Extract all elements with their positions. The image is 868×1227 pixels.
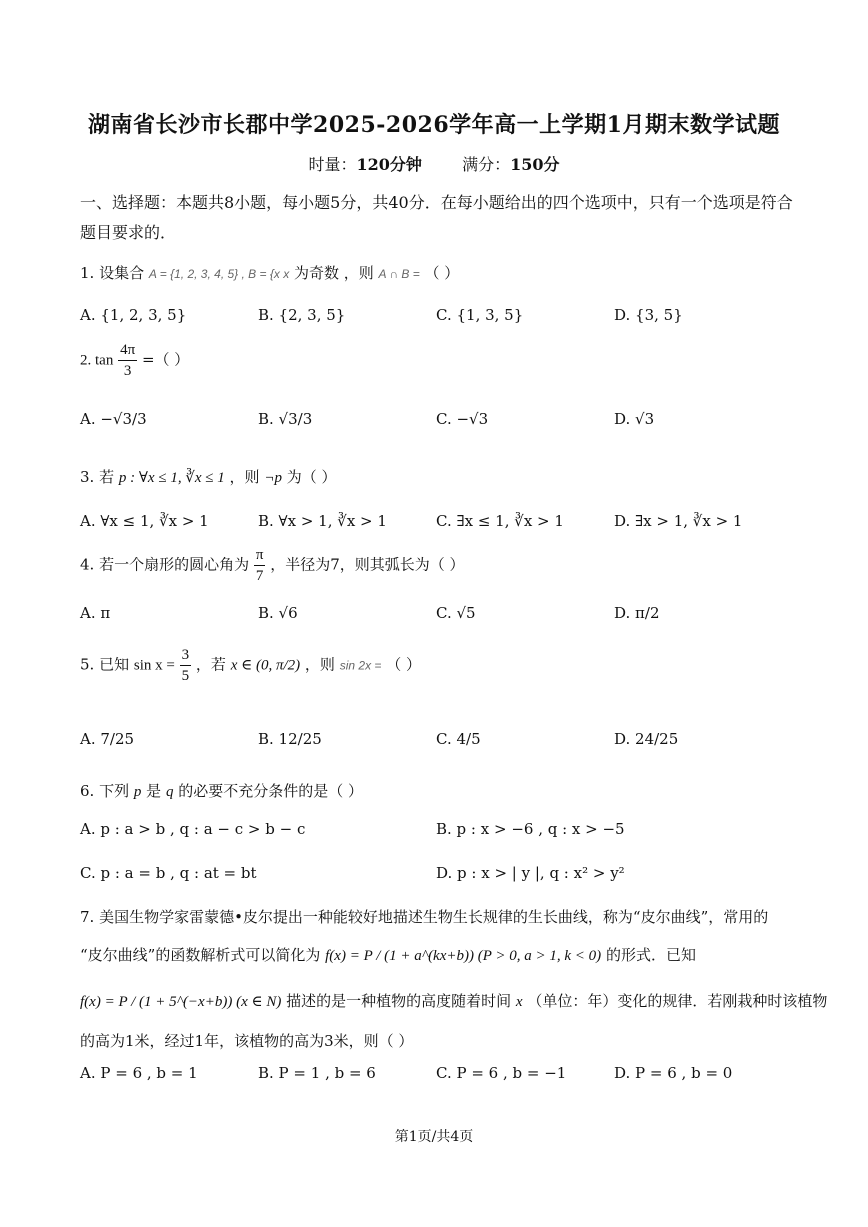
q6-option-d[interactable]: D. p : x > | y |, q : x² > y² — [436, 864, 625, 882]
q7-option-d[interactable]: D. P = 6 , b = 0 — [614, 1064, 733, 1082]
q5-tail: （ ） — [386, 655, 421, 674]
q6-q: q — [165, 784, 174, 800]
q4-option-d[interactable]: D. π/2 — [614, 604, 660, 622]
q1-math-a: A = {1, 2, 3, 4, 5} , B = {x x — [148, 267, 290, 281]
q5-math: sin x = — [133, 657, 175, 674]
q5-fraction — [180, 645, 192, 686]
q2-option-d[interactable]: D. √3 — [614, 410, 655, 428]
q1-stem-b: 为奇数 ，则 — [293, 264, 374, 282]
section-heading: 一、选择题：本题共8小题，每小题5分，共40分．在每小题给出的四个选项中，只有一个选项是符合题目要求的． — [80, 193, 793, 242]
q3-tail: 为（ ） — [286, 468, 337, 486]
q1-option-c[interactable]: C. {1, 3, 5} — [436, 306, 524, 324]
q3-option-d[interactable]: D. ∃x > 1, ∛x > 1 — [614, 512, 743, 530]
q7-line2 — [80, 944, 696, 965]
q3-option-b[interactable]: B. ∀x > 1, ∛x > 1 — [258, 512, 387, 530]
question-3 — [80, 466, 337, 487]
q6-tail: 的必要不充分条件的是（ ） — [178, 782, 364, 800]
q5-math3: sin 2x = — [339, 658, 382, 673]
q6-is: 是 — [146, 782, 162, 800]
score-label: 满分： — [462, 155, 511, 174]
q7-formula1: f(x) = P / (1 + a^(kx+b)) (P > 0, a > 1, k < 0) — [325, 948, 602, 964]
q3-option-a[interactable]: A. ∀x ≤ 1, ∛x > 1 — [80, 512, 209, 530]
q2-frac-num: 4π — [118, 340, 137, 361]
q4-fraction — [254, 545, 266, 586]
q7-formula2: f(x) = P / (1 + 5^(−x+b)) (x ∈ N) — [80, 994, 282, 1010]
q1-option-d[interactable]: D. {3, 5} — [614, 306, 683, 324]
q3-mid: ，则 — [229, 468, 260, 486]
q7-option-a[interactable]: A. P = 6 , b = 1 — [80, 1064, 198, 1082]
q7-line3 — [80, 990, 827, 1011]
q5-option-a[interactable]: A. 7/25 — [80, 730, 135, 748]
question-6 — [80, 780, 363, 801]
q5-option-b[interactable]: B. 12/25 — [258, 730, 322, 748]
q2-option-c[interactable]: C. −√3 — [436, 410, 489, 428]
q4-stem: 4. 若一个扇形的圆心角为 — [80, 555, 250, 574]
q4-option-a[interactable]: A. π — [80, 604, 111, 622]
q7-option-c[interactable]: C. P = 6 , b = −1 — [436, 1064, 567, 1082]
q6-option-b[interactable]: B. p : x > −6 , q : x > −5 — [436, 820, 625, 838]
q2-frac-den: 3 — [123, 363, 132, 379]
q2-option-a[interactable]: A. −√3/3 — [80, 410, 147, 428]
q1-option-b[interactable]: B. {2, 3, 5} — [258, 306, 346, 324]
exam-meta — [0, 152, 868, 175]
q5-option-d[interactable]: D. 24/25 — [614, 730, 679, 748]
q5-stem: 5. 已知 — [80, 655, 130, 674]
q5-option-c[interactable]: C. 4/5 — [436, 730, 481, 748]
q5-mid2: ，则 — [304, 655, 335, 674]
q4-option-c[interactable]: C. √5 — [436, 604, 476, 622]
time-label: 时量： — [308, 155, 357, 174]
q3-math: p : ∀x ≤ 1, ∛x ≤ 1 — [118, 470, 225, 486]
question-4 — [80, 545, 465, 586]
q3-option-c[interactable]: C. ∃x ≤ 1, ∛x > 1 — [436, 512, 564, 530]
time-value: 120分钟 — [356, 155, 422, 174]
q7-line2-b: 的形式．已知 — [605, 946, 696, 964]
q4-tail: ，半径为7，则其弧长为（ ） — [270, 555, 465, 574]
q2-tail: =（ ） — [141, 350, 190, 369]
q2-option-b[interactable]: B. √3/3 — [258, 410, 313, 428]
q4-frac-den: 7 — [255, 568, 264, 584]
q7-line3-c: （单位：年）变化的规律．若刚栽种时该植物 — [527, 992, 828, 1010]
q7-line2-a: “皮尔曲线”的函数解析式可以简化为 — [80, 946, 321, 964]
q7-line3-b: 描述的是一种植物的高度随着时间 — [286, 992, 512, 1010]
question-1 — [80, 262, 459, 283]
q6-option-c[interactable]: C. p : a = b , q : at = bt — [80, 864, 257, 882]
q5-mid: ，若 — [195, 655, 226, 674]
score-value: 150分 — [510, 155, 560, 174]
q5-math2: x ∈ (0, π/2) — [230, 657, 301, 674]
q6-p: p — [133, 784, 142, 800]
q2-stem: 2. tan — [80, 352, 114, 369]
q6-option-a[interactable]: A. p : a > b , q : a − c > b − c — [80, 820, 306, 838]
q1-option-a[interactable]: A. {1, 2, 3, 5} — [80, 306, 187, 324]
q3-stem: 3. 若 — [80, 468, 115, 486]
exam-title: 湖南省长沙市长郡中学2025-2026学年高一上学期1月期末数学试题 — [88, 112, 780, 138]
q1-paren: （ ） — [424, 264, 460, 282]
q7-line4: 的高为1米，经过1年，该植物的高为3米，则（ ） — [80, 1032, 414, 1050]
q4-option-b[interactable]: B. √6 — [258, 604, 298, 622]
question-5 — [80, 645, 421, 686]
page-footer: 第1页/共4页 — [394, 1129, 474, 1145]
q7-var-x: x — [515, 994, 523, 1010]
q5-frac-num: 3 — [180, 645, 192, 666]
q4-frac-num: π — [254, 545, 266, 566]
q1-stem: 1. 设集合 — [80, 264, 145, 282]
q3-math2: ¬p — [264, 470, 282, 486]
q2-fraction — [118, 340, 137, 381]
q6-stem: 6. 下列 — [80, 782, 130, 800]
q7-line1: 7. 美国生物学家雷蒙德•皮尔提出一种能较好地描述生物生长规律的生长曲线，称为“皮尔曲线”，常用的 — [80, 908, 769, 926]
q7-option-b[interactable]: B. P = 1 , b = 6 — [258, 1064, 376, 1082]
q5-frac-den: 5 — [181, 668, 190, 684]
question-2 — [80, 340, 189, 381]
q1-math-b: A ∩ B = — [378, 267, 420, 281]
